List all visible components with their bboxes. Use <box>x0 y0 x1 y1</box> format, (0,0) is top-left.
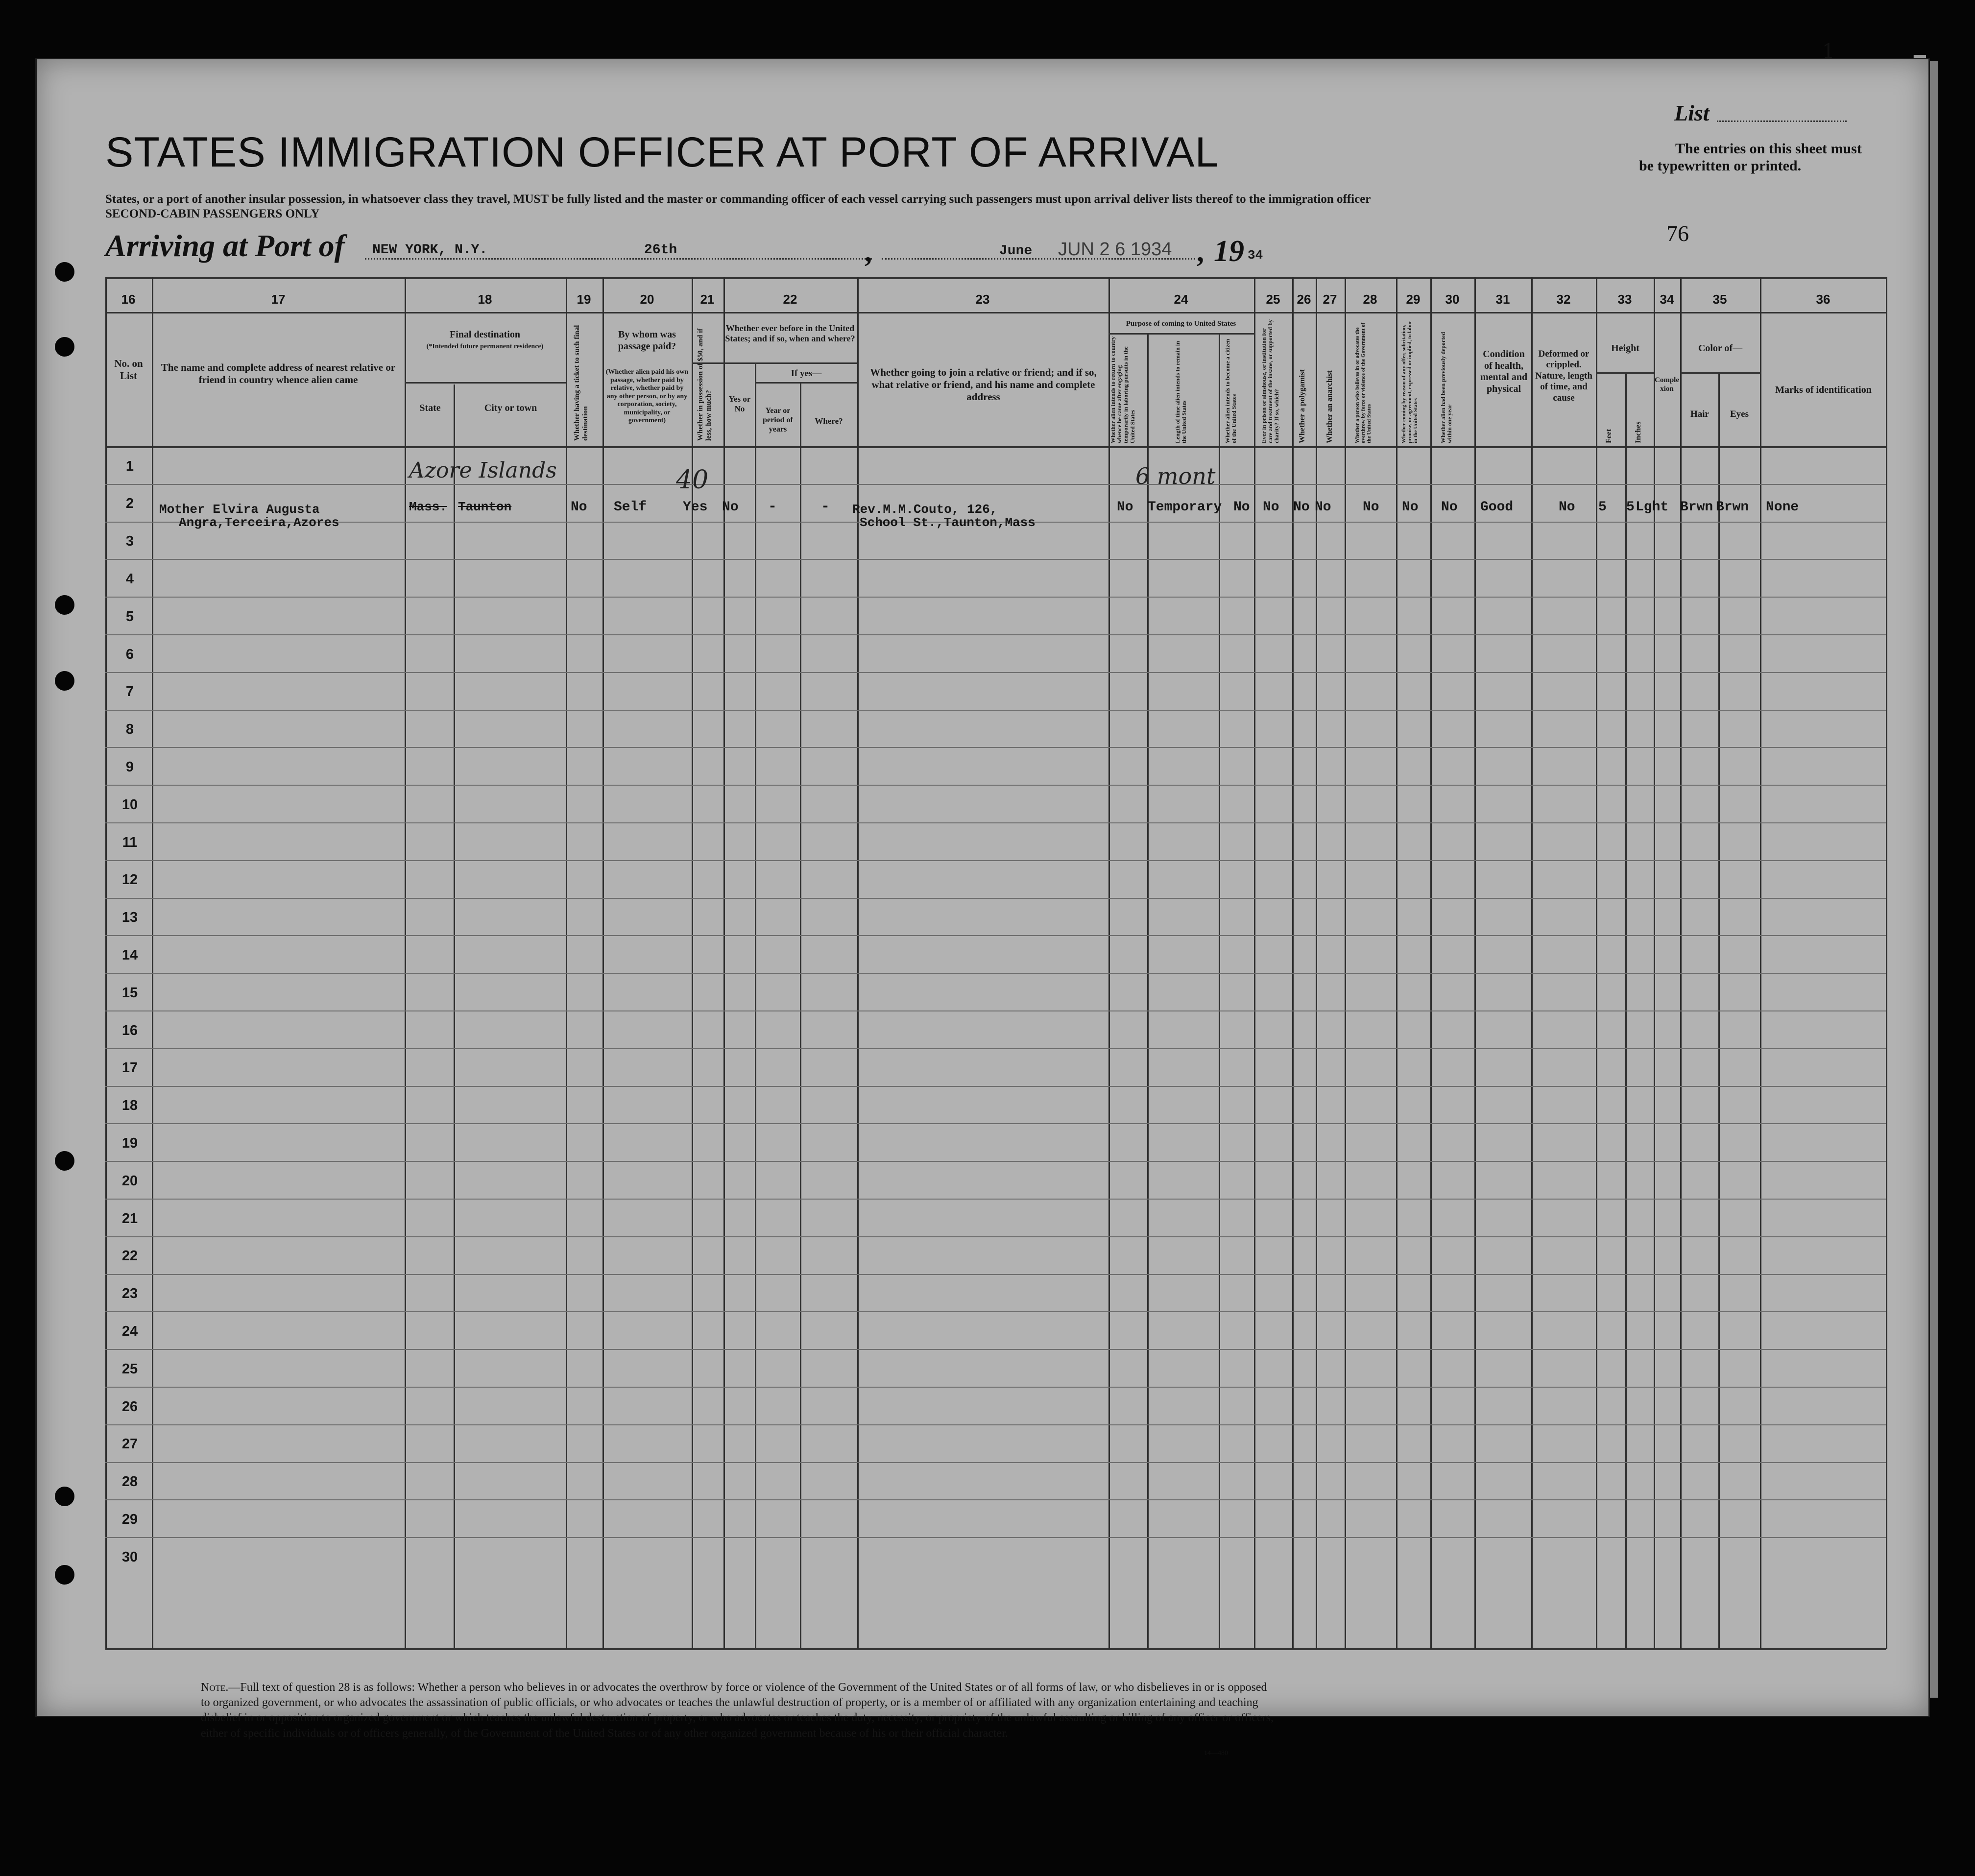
header-height: Height <box>1611 343 1639 354</box>
header-city: City or town <box>484 403 537 413</box>
entry-return: No <box>1117 500 1133 515</box>
row-number: 14 <box>121 947 138 963</box>
subheader-rule <box>692 362 857 364</box>
entry-feet: 5 <box>1598 500 1607 515</box>
row-rule <box>105 1161 1886 1162</box>
entry-q28: No <box>1363 500 1379 515</box>
row-rule <box>105 559 1886 560</box>
header-marks: Marks of identification <box>1775 385 1872 395</box>
entry-relative-line-2: Angra,Terceira,Azores <box>179 515 339 530</box>
column-rule <box>1430 277 1432 1649</box>
header-passage-title: By whom was passage paid? <box>618 329 676 352</box>
date-stamp: JUN 2 6 1934 <box>1058 239 1172 260</box>
second-cabin-label: SECOND-CABIN PASSENGERS ONLY <box>105 207 320 220</box>
row-rule <box>105 935 1886 936</box>
row-number: 7 <box>125 684 134 700</box>
comma-1: , <box>865 236 872 268</box>
entry-join-line-1: Rev.M.M.Couto, 126, <box>852 502 998 517</box>
page-title: STATES IMMIGRATION OFFICER AT PORT OF ARRIVAL <box>105 129 1219 176</box>
list-label <box>1674 100 1710 126</box>
header-if-yes: If yes— <box>791 368 822 379</box>
header-where: Where? <box>815 416 843 426</box>
entry-q29: No <box>1402 500 1419 515</box>
column-number: 34 <box>1660 292 1674 307</box>
column-number: 32 <box>1556 292 1571 307</box>
row-number: 19 <box>121 1135 138 1151</box>
row-number: 26 <box>121 1398 138 1415</box>
subtitle-line: States, or a port of another insular possession, in whatsoever class they travel, MUST be fully listed and the master or commanding officer of each vessel carrying such passengers must upon arrival deliver lists thereof to the immigration officer <box>105 192 1371 206</box>
header-ticket: Whether having a ticket to such final destination <box>573 325 589 441</box>
row-number: 13 <box>121 910 138 926</box>
header-final-destination: Final destination <box>450 329 520 340</box>
header-complexion: Complexion <box>1655 376 1679 393</box>
row-number: 10 <box>121 796 138 813</box>
entry-join-line-2: School St.,Taunton,Mass <box>860 515 1036 530</box>
entry-dash-where: - <box>821 499 830 515</box>
entry-citizen: No <box>1233 500 1250 515</box>
header-return-intent: Whether alien intends to return to country whence he came after engaging temporarily in laboring pursuits in the United States <box>1109 336 1136 443</box>
entry-eyes: Brwn <box>1716 500 1749 515</box>
row-rule <box>105 597 1886 598</box>
entry-inches: 5 <box>1626 500 1635 515</box>
header-overthrow: Whether a person who believes in or advocates the overthrow by force or violence of the Government of the United States <box>1354 322 1373 443</box>
arriving-label: Arriving at Port of <box>105 228 345 263</box>
binder-hole <box>55 671 74 691</box>
row-number: 20 <box>121 1173 138 1189</box>
row-number: 17 <box>121 1060 138 1076</box>
footer-note <box>201 1680 1278 1741</box>
column-rule <box>1345 277 1346 1649</box>
header-hair: Hair <box>1690 409 1709 419</box>
column-number: 35 <box>1712 292 1727 307</box>
header-feet: Feet <box>1605 429 1613 443</box>
row-rule <box>105 1236 1886 1237</box>
row-number: 3 <box>125 533 134 550</box>
header-color-of: Color of— <box>1698 343 1743 354</box>
row-number: 27 <box>121 1436 138 1452</box>
entry-before-in-us: No <box>722 500 739 515</box>
header-state: State <box>419 403 441 413</box>
instruction-line-2: be typewritten or printed. <box>1639 158 1802 174</box>
corner-mark: 1 <box>1822 40 1835 63</box>
header-citizen-intent: Whether alien intends to become a citizen of the United States <box>1224 338 1238 443</box>
column-rule <box>857 277 859 1649</box>
row-number: 12 <box>121 872 138 888</box>
header-polygamist: Whether a polygamist <box>1298 369 1306 443</box>
entry-money: Yes <box>683 500 708 515</box>
row-number: 24 <box>121 1323 138 1339</box>
binder-hole <box>55 595 74 615</box>
entry-passage: Self <box>614 500 647 515</box>
form-number: 14—480 <box>1204 1750 1228 1757</box>
handwritten-money: 40 <box>676 465 709 495</box>
row-number: 22 <box>121 1248 138 1264</box>
row-number: 23 <box>121 1286 138 1302</box>
header-anarchist: Whether an anarchist <box>1325 370 1334 443</box>
row-number: 5 <box>125 608 134 625</box>
header-length-stay: Length of time alien intends to remain in the United States <box>1174 341 1188 443</box>
column-rule <box>1292 277 1294 1649</box>
row-number: 11 <box>122 834 138 850</box>
column-rule <box>1680 277 1682 1649</box>
binder-hole <box>55 337 74 357</box>
entry-marks: None <box>1766 500 1799 515</box>
entry-prison: No <box>1263 500 1279 515</box>
column-number: 20 <box>640 292 654 307</box>
row-rule <box>105 484 1886 485</box>
entry-relative-line-1: Mother Elvira Augusta <box>159 502 320 517</box>
column-rule <box>1760 277 1761 1649</box>
year-suffix: 34 <box>1248 248 1263 263</box>
subheader-rule <box>755 382 857 384</box>
row-rule <box>105 672 1886 673</box>
row-rule <box>105 1010 1886 1011</box>
column-rule <box>566 277 567 1649</box>
header-final-destination-note: (*Intended future permanent residence) <box>426 343 544 350</box>
subheader-rule <box>1680 372 1760 374</box>
row-number: 21 <box>121 1210 138 1227</box>
row-number: 1 <box>125 458 134 474</box>
row-rule <box>105 1499 1886 1500</box>
arrival-day: 26th <box>644 242 677 258</box>
header-join-relative: Whether going to join a relative or friend; and if so, what relative or friend, and his name and complete address <box>870 366 1097 403</box>
column-number-rule <box>105 312 1886 313</box>
table-bottom-rule <box>105 1648 1886 1650</box>
sheet-number: 76 <box>1666 221 1689 246</box>
binder-hole <box>55 1151 74 1171</box>
row-rule <box>105 1123 1886 1124</box>
row-rule <box>105 747 1886 748</box>
binder-hole <box>55 1565 74 1585</box>
column-number: 33 <box>1617 292 1632 307</box>
column-rule <box>1654 277 1655 1649</box>
entry-length: Temporary <box>1148 500 1222 515</box>
row-rule <box>105 1537 1886 1538</box>
column-rule <box>1219 333 1220 1648</box>
entry-anarchist: No <box>1315 500 1331 515</box>
column-rule <box>800 382 801 1648</box>
row-rule <box>105 1462 1886 1463</box>
comma-2: , <box>1197 236 1204 268</box>
row-number: 30 <box>121 1549 138 1565</box>
binder-hole <box>55 1487 74 1506</box>
column-number: 21 <box>700 292 715 307</box>
header-purpose: Purpose of coming to United States <box>1126 320 1236 328</box>
row-rule <box>105 785 1886 786</box>
header-relative-address: The name and complete address of nearest relative or friend in country whence alien came <box>161 361 396 385</box>
row-rule <box>105 973 1886 974</box>
column-rule <box>723 277 725 1649</box>
row-number: 28 <box>121 1474 138 1490</box>
header-money: Whether in possession of $50, and if less, how much? <box>697 328 713 441</box>
header-no-on-list: No. on List <box>114 358 143 382</box>
entry-state: Mass. <box>409 500 448 514</box>
column-rule <box>1316 277 1317 1649</box>
row-number: 15 <box>121 985 138 1001</box>
subheader-rule <box>1108 333 1254 335</box>
header-prison: Ever in prison or almshouse, or institution for care and treatment of the insane, or supported by charity? If so, which? <box>1260 319 1280 443</box>
column-number: 17 <box>271 292 286 307</box>
entry-q30: No <box>1441 500 1458 515</box>
entry-hair: Brwn <box>1680 500 1713 515</box>
column-number: 26 <box>1297 292 1311 307</box>
handwritten-length: 6 mont <box>1135 463 1216 489</box>
header-passage-note: (Whether alien paid his own passage, whether paid by relative, whether paid by any other person, or by any corporation, society, municipality, or government) <box>605 368 689 425</box>
note-label: Note. <box>201 1681 229 1694</box>
column-number: 36 <box>1816 292 1830 307</box>
list-number-line <box>1717 120 1847 122</box>
row-rule <box>105 1086 1886 1087</box>
column-number: 22 <box>783 292 797 307</box>
row-rule <box>105 710 1886 711</box>
row-rule <box>105 1311 1886 1312</box>
row-rule <box>105 860 1886 861</box>
row-rule <box>105 1274 1886 1275</box>
column-rule <box>755 362 756 1648</box>
row-rule <box>105 898 1886 899</box>
row-number: 25 <box>121 1361 138 1377</box>
column-number: 31 <box>1495 292 1510 307</box>
column-number: 16 <box>121 292 136 307</box>
instruction-line-1: The entries on this sheet must <box>1675 141 1862 157</box>
row-rule <box>105 1349 1886 1350</box>
entry-complexion: Lght <box>1636 500 1669 515</box>
column-rule <box>602 277 604 1649</box>
header-deformed: Deformed or crippled. Nature, length of time, and cause <box>1535 349 1592 403</box>
column-rule <box>1396 277 1397 1649</box>
header-yes-no: Yes or No <box>728 394 751 414</box>
column-rule <box>1531 277 1533 1649</box>
row-number: 6 <box>125 646 134 662</box>
row-rule <box>105 1199 1886 1200</box>
row-rule <box>105 634 1886 635</box>
header-year: Year or period of years <box>763 407 793 433</box>
binder-hole <box>55 262 74 282</box>
arrival-port: NEW YORK, N.Y. <box>372 242 488 258</box>
subheader-rule <box>405 382 566 384</box>
row-number: 9 <box>125 759 134 775</box>
year-prefix: 19 <box>1214 235 1244 268</box>
column-number: 27 <box>1323 292 1337 307</box>
row-number: 8 <box>125 722 134 738</box>
header-before-title: Whether ever before in the United States; and if so, when and where? <box>725 323 855 344</box>
column-rule <box>1254 277 1255 1649</box>
list-label-text: List <box>1674 100 1710 125</box>
entry-deformed: No <box>1559 500 1575 515</box>
column-rule <box>1108 277 1110 1649</box>
column-rule <box>454 385 455 1648</box>
column-number: 18 <box>478 292 492 307</box>
column-number: 25 <box>1266 292 1280 307</box>
column-number: 23 <box>975 292 990 307</box>
column-number: 30 <box>1445 292 1460 307</box>
header-health: Condition of health, mental and physical <box>1480 349 1528 394</box>
row-number: 18 <box>121 1098 138 1114</box>
row-rule <box>105 1424 1886 1425</box>
handwritten-destination: Azore Islands <box>409 458 557 483</box>
header-bottom-rule <box>105 446 1886 448</box>
header-eyes: Eyes <box>1730 409 1749 419</box>
column-rule <box>405 277 406 1649</box>
subheader-rule <box>1596 372 1654 374</box>
entry-dash-year: - <box>768 499 777 515</box>
column-rule <box>1474 277 1476 1649</box>
column-rule <box>1886 277 1887 1649</box>
entry-health: Good <box>1480 500 1514 515</box>
row-rule <box>105 1048 1886 1049</box>
arrival-line <box>365 258 872 260</box>
header-deported: Whether alien had been previously deported within one year <box>1440 332 1453 443</box>
header-inches: Inches <box>1634 421 1642 443</box>
row-rule <box>105 822 1886 823</box>
row-number: 4 <box>125 571 134 587</box>
column-number: 28 <box>1363 292 1377 307</box>
column-number: 24 <box>1174 292 1188 307</box>
entry-ticket: No <box>571 500 587 515</box>
row-rule <box>105 1387 1886 1388</box>
arrival-month: June <box>999 243 1033 259</box>
column-rule <box>1596 277 1597 1649</box>
entry-city: Taunton <box>458 500 512 514</box>
note-text: —Full text of question 28 is as follows: Whether a person who believes in or advocates the overthrow by force or violence of the Government of the United States or of all forms of law, or who disbelieves in or is opposed to organized government, or who advocates the assassination of public officials, or who advocates or teaches the unlawful destruction of property, or is a member of or affiliated with any organization entertaining and teaching disbelief in or opposition to organized government or which teaches the unlawful destruction of property, or who advocates or teaches the duty, necessity, or propriety of the unlawful assaulting or killing of any officer or officers, either of specific individuals or of officers generally, of the Government of the United States or of any other organized government because of his or their official character. <box>201 1681 1274 1740</box>
row-number: 2 <box>125 496 134 512</box>
column-rule <box>1147 333 1149 1648</box>
entry-polygamist: No <box>1293 500 1310 515</box>
header-offer-labor: Whether coming by reason of any offer, solicitation, promise, or agreement, expressed or implied, to labor in the United States <box>1401 321 1419 443</box>
row-number: 29 <box>121 1511 138 1527</box>
column-number: 29 <box>1406 292 1421 307</box>
row-number: 16 <box>121 1022 138 1038</box>
column-number: 19 <box>577 292 591 307</box>
table-top-rule <box>105 277 1886 279</box>
